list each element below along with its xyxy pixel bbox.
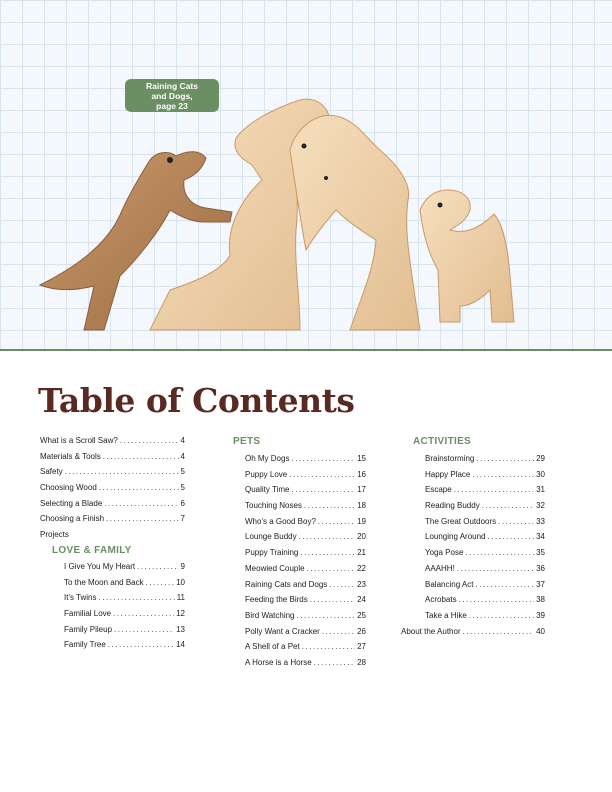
toc-entry-title: Puppy Love	[245, 469, 288, 479]
toc-entry-title: A Horse is a Horse	[245, 657, 312, 667]
toc-entry-title: Brainstorming	[425, 454, 475, 463]
toc-entry[interactable]	[40, 511, 185, 527]
dot-leader	[472, 467, 534, 483]
toc-entry-page: 13	[176, 624, 185, 634]
toc-entry[interactable]	[245, 639, 366, 655]
toc-entry-page: 5	[180, 467, 185, 477]
activities-entries	[401, 451, 545, 624]
dot-leader	[300, 545, 355, 561]
toc-entry-title: Choosing a Finish	[40, 514, 105, 524]
toc-entry[interactable]	[64, 575, 185, 591]
toc-entry-title: Yoga Pose	[425, 548, 464, 558]
dot-leader	[302, 639, 355, 655]
toc-entry[interactable]	[40, 496, 185, 512]
toc-entry-page: 5	[180, 483, 185, 493]
dot-leader	[137, 559, 178, 575]
toc-entry-title: Lounge Buddy	[245, 532, 297, 542]
toc-entry[interactable]	[425, 498, 545, 514]
dot-leader	[469, 608, 534, 624]
toc-entry[interactable]	[245, 655, 366, 671]
toc-entry-page: 4	[180, 451, 185, 461]
toc-entry-page: 38	[536, 595, 545, 605]
dot-leader	[304, 498, 355, 514]
dot-leader	[289, 467, 355, 483]
toc-entry-title: Bird Watching	[245, 610, 295, 620]
toc-entry[interactable]	[425, 561, 545, 577]
toc-entry-title: Oh My Dogs	[245, 454, 290, 463]
dot-leader	[99, 480, 179, 496]
dot-leader	[329, 577, 355, 593]
toc-entry[interactable]	[245, 451, 366, 467]
toc-entry-title: Take a Hike	[425, 610, 467, 620]
toc-entry-page: 4	[180, 436, 185, 445]
toc-entry-title: To the Moon and Back	[64, 577, 144, 587]
hero-image	[0, 0, 612, 350]
toc-entry[interactable]	[64, 622, 185, 638]
dot-leader	[482, 498, 534, 514]
dot-leader	[459, 592, 535, 608]
toc-entry[interactable]	[245, 529, 366, 545]
callout-line-3: page 23	[156, 100, 188, 111]
toc-entry[interactable]	[245, 577, 366, 593]
pets-entries	[233, 451, 366, 671]
toc-entry-page: 33	[536, 516, 545, 526]
dot-leader	[299, 529, 355, 545]
dot-leader	[291, 482, 355, 498]
toc-entry[interactable]	[245, 608, 366, 624]
dot-leader	[114, 622, 174, 638]
love-family-entries	[40, 559, 185, 653]
dot-leader	[146, 575, 174, 591]
dot-leader	[104, 496, 178, 512]
toc-entry-page: 31	[536, 485, 545, 495]
dot-leader	[498, 514, 534, 530]
toc-entry-page: 6	[180, 498, 185, 508]
toc-entry[interactable]	[425, 514, 545, 530]
dot-leader	[65, 464, 179, 480]
toc-entry-page: 39	[536, 610, 545, 620]
toc-entry-title: Selecting a Blade	[40, 498, 103, 508]
toc-entry-page: 7	[180, 514, 185, 524]
toc-entry[interactable]	[64, 559, 185, 575]
toc-entry-page: 18	[357, 501, 366, 511]
dot-leader	[475, 577, 534, 593]
toc-entry-title: Puppy Training	[245, 548, 299, 558]
toc-entry-title: About the Author	[401, 626, 461, 636]
page-title: Table of Contents	[38, 381, 355, 420]
toc-entry-title: Family Pileup	[64, 624, 113, 634]
toc-entry-page: 16	[357, 469, 366, 479]
toc-entry-title: Acrobats	[425, 595, 457, 605]
toc-entry-page: 23	[357, 579, 366, 589]
toc-entry[interactable]	[425, 545, 545, 561]
toc-entry-page: 25	[357, 610, 366, 620]
toc-entry[interactable]	[425, 482, 545, 498]
dot-leader	[297, 608, 356, 624]
toc-entry-page: 14	[176, 640, 185, 650]
toc-entry[interactable]	[245, 545, 366, 561]
toc-entry-page: 40	[536, 626, 545, 636]
toc-entry-title: Touching Noses	[245, 501, 302, 511]
section-heading-activities: ACTIVITIES	[413, 436, 472, 447]
dot-leader	[322, 624, 355, 640]
toc-entry[interactable]	[245, 561, 366, 577]
dot-leader	[99, 590, 175, 606]
toc-column-activities	[401, 434, 545, 639]
toc-entry-title: Feeding the Birds	[245, 595, 308, 605]
toc-entry[interactable]	[64, 637, 185, 653]
toc-entry[interactable]	[40, 480, 185, 496]
toc-entry[interactable]	[245, 498, 366, 514]
toc-entry-page: 20	[357, 532, 366, 542]
dot-leader	[463, 624, 534, 640]
toc-entry-page: 36	[536, 563, 545, 573]
toc-entry[interactable]	[245, 624, 366, 640]
toc-entry[interactable]	[425, 592, 545, 608]
toc-entry-page: 17	[357, 485, 366, 495]
toc-entry-title: Quality Time	[245, 485, 290, 495]
toc-entry-page: 29	[536, 454, 545, 463]
toc-entry-page: 26	[357, 626, 366, 636]
callout-line-2: and Dogs,	[151, 90, 193, 101]
dot-leader	[310, 592, 355, 608]
toc-entry-title: Choosing Wood	[40, 483, 97, 493]
dot-leader	[291, 451, 355, 467]
dot-leader	[465, 545, 534, 561]
toc-entry-title: Familial Love	[64, 608, 112, 618]
wooden-family-sculpture-image	[0, 0, 612, 350]
toc-entry-page: 12	[176, 608, 185, 618]
dot-leader	[457, 561, 534, 577]
dot-leader	[120, 433, 179, 449]
projects-label: Projects	[40, 530, 69, 540]
toc-entry-title: A Shell of a Pet	[245, 642, 300, 652]
toc-entry-page: 35	[536, 548, 545, 558]
toc-entry-title: Reading Buddy	[425, 501, 480, 511]
toc-entry-page: 27	[357, 642, 366, 652]
dot-leader	[307, 561, 356, 577]
dot-leader	[108, 637, 174, 653]
dot-leader	[314, 655, 355, 671]
dot-leader	[476, 451, 534, 467]
dot-leader	[488, 529, 535, 545]
toc-entry[interactable]	[425, 608, 545, 624]
toc-entry[interactable]	[425, 577, 545, 593]
callout-line-1: Raining Cats	[146, 80, 198, 91]
toc-entry-title: Balancing Act	[425, 579, 474, 589]
toc-entry-page: 34	[536, 532, 545, 542]
toc-entry[interactable]	[40, 433, 185, 449]
toc-entry-page: 30	[536, 469, 545, 479]
toc-entry-page: 24	[357, 595, 366, 605]
toc-entry-title: Materials & Tools	[40, 451, 101, 461]
toc-column-general	[40, 433, 185, 653]
toc-entry-page: 37	[536, 579, 545, 589]
toc-entry-title: The Great Outdoors	[425, 516, 497, 526]
toc-entry-page: 10	[176, 577, 185, 587]
toc-entry-title: It's Twins	[64, 593, 97, 603]
section-heading-pets: PETS	[233, 436, 261, 447]
toc-entry-title: Safety	[40, 467, 63, 477]
toc-entry-page: 19	[357, 516, 366, 526]
dot-leader	[318, 514, 355, 530]
toc-entry[interactable]	[245, 467, 366, 483]
toc-entry-page: 15	[357, 454, 366, 463]
dot-leader	[103, 449, 179, 465]
toc-entry-title: Raining Cats and Dogs	[245, 579, 328, 589]
toc-entry-title: AAAHH!	[425, 563, 455, 573]
toc-entry[interactable]	[425, 467, 545, 483]
photo-callout-badge	[125, 79, 219, 112]
toc-entry[interactable]	[425, 529, 545, 545]
toc-column-pets	[233, 434, 366, 671]
toc-entry-title: Polly Want a Cracker	[245, 626, 320, 636]
toc-entry-title: What is a Scroll Saw?	[40, 436, 118, 445]
toc-entry-title: Happy Place	[425, 469, 471, 479]
toc-entry-title: Meowied Couple	[245, 563, 305, 573]
toc-entry-page: 11	[176, 593, 185, 603]
toc-entry-title: Escape	[425, 485, 452, 495]
toc-entry[interactable]	[401, 624, 545, 640]
toc-entry-page: 9	[180, 561, 185, 571]
toc-entry-page: 21	[357, 548, 366, 558]
section-heading-love-family: LOVE & FAMILY	[52, 544, 132, 556]
toc-entry-title: Lounging Around	[425, 532, 486, 542]
toc-entry[interactable]	[245, 482, 366, 498]
toc-entry-title: Who's a Good Boy?	[245, 516, 316, 526]
toc-entry[interactable]	[64, 590, 185, 606]
divider-rule	[0, 349, 612, 351]
toc-entry-title: Family Tree	[64, 640, 106, 650]
toc-entry[interactable]	[40, 464, 185, 480]
toc-entry-page: 28	[357, 657, 366, 667]
toc-entry[interactable]	[40, 449, 185, 465]
toc-entry-title: I Give You My Heart	[64, 561, 136, 571]
toc-entry-page: 32	[536, 501, 545, 511]
dot-leader	[113, 606, 174, 622]
dot-leader	[454, 482, 534, 498]
dot-leader	[106, 511, 179, 527]
toc-entry[interactable]	[245, 514, 366, 530]
toc-entry[interactable]	[425, 451, 545, 467]
toc-entry[interactable]	[64, 606, 185, 622]
toc-entry-page: 22	[357, 563, 366, 573]
toc-entry[interactable]	[245, 592, 366, 608]
